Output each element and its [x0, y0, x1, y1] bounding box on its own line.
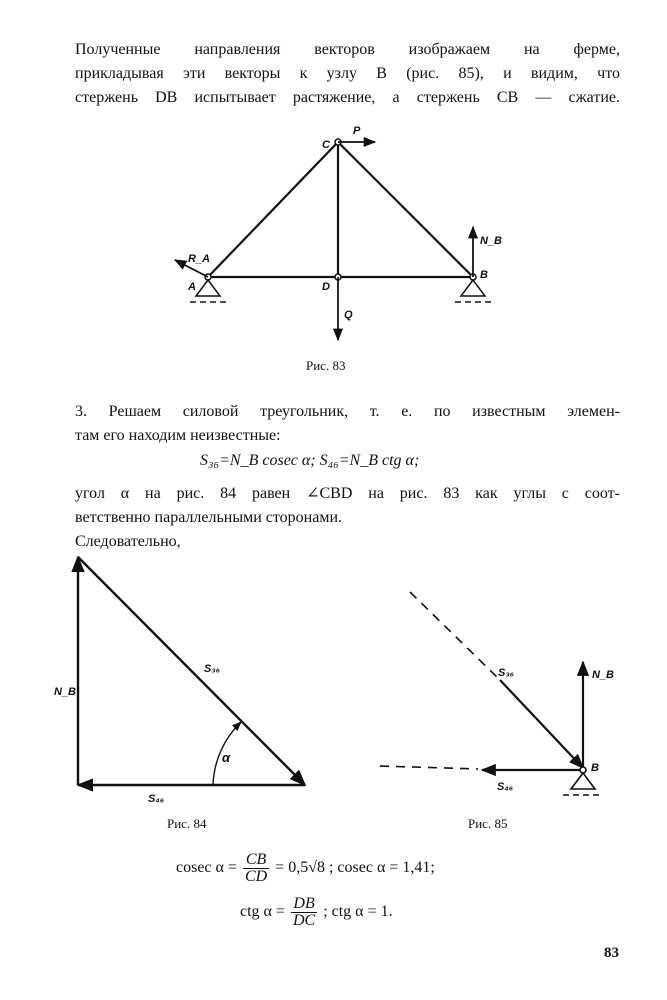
force-triangle: [78, 557, 305, 785]
fig84-label-NB: N_B: [54, 686, 77, 698]
formula-cosec-lhs: cosec α =: [176, 859, 237, 877]
formula-ctg-rhs: ; ctg α = 1.: [323, 903, 393, 921]
fraction-numerator: CB: [243, 852, 269, 869]
fraction-CB-CD: [243, 852, 269, 885]
fig84-label-alpha: α: [222, 750, 231, 765]
fig85-label-S46: S₄₆: [497, 781, 514, 793]
vector-S36: [78, 557, 305, 785]
paragraph-3-line-2: ветственно параллельными сторонами.: [75, 509, 343, 526]
paragraph-3-line-3: Следовательно,: [75, 533, 181, 550]
fig84-label-S46: S₄₆: [148, 793, 165, 805]
fraction-numerator: DB: [291, 896, 317, 913]
label-Q: Q: [344, 309, 353, 321]
paragraph-2-line-1: 3. Решаем силовой треугольник, т. е. по известным элемен-: [75, 403, 620, 420]
fraction-denominator: DC: [292, 912, 316, 929]
fraction-DB-DC: [291, 896, 317, 929]
label-B: B: [480, 269, 488, 281]
fraction-denominator: CD: [244, 868, 268, 885]
formula-forces: S₃₆=N_B cosec α; S₄₆=N_B ctg α;: [200, 452, 420, 469]
fig85-vector-S36: [500, 680, 583, 768]
formula-cosec: [176, 852, 435, 885]
formula-ctg-lhs: ctg α =: [240, 903, 285, 921]
paragraph-2-line-2: там его находим неизвестные:: [75, 427, 281, 444]
fig85-label-NB: N_B: [592, 669, 615, 681]
label-NB: N_B: [480, 235, 503, 247]
paragraph-1-line-2: прикладывая эти векторы к узлу B (рис. 85), и видим, что: [75, 65, 620, 82]
caption-fig-83: Рис. 83: [306, 358, 346, 373]
fig85-label-S36: S₃₆: [498, 667, 514, 679]
page-number: 83: [604, 945, 619, 961]
label-D: D: [322, 281, 330, 293]
paragraph-1-line-1: Полученные направления векторов изображаем на ферме,: [75, 41, 620, 58]
formula-ctg: [240, 896, 393, 929]
formula-cosec-rhs: = 0,5√8 ; cosec α = 1,41;: [275, 859, 435, 877]
node-B-diagram: [380, 592, 603, 795]
label-C: C: [322, 139, 330, 151]
label-P: P: [353, 125, 361, 137]
fig84-label-S36: S₃₆: [204, 663, 220, 675]
caption-fig-85: Рис. 85: [468, 816, 508, 831]
label-A: A: [188, 281, 196, 293]
paragraph-1-line-3: стержень DB испытывает растяжение, а стержень CB — сжатие.: [75, 89, 620, 106]
fig85-label-B: B: [591, 762, 599, 774]
paragraph-3-line-1: угол α на рис. 84 равен ∠CBD на рис. 83 как углы с соот-: [75, 485, 620, 502]
caption-fig-84: Рис. 84: [167, 816, 207, 831]
label-RA: R_A: [188, 253, 211, 265]
